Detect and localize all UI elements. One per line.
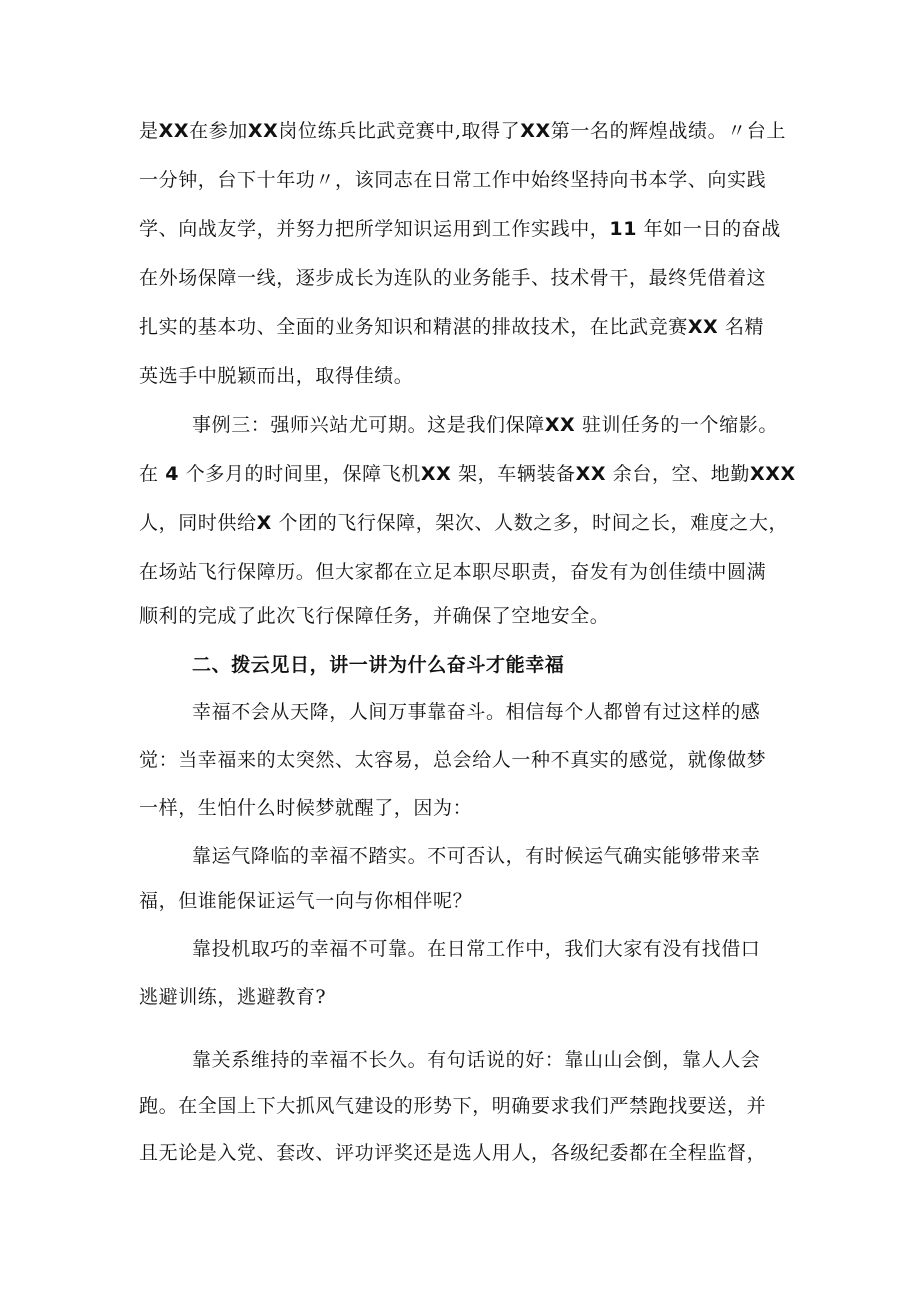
text-line: [139, 114, 799, 148]
text-segment: 靠运气降临的幸福不踏实。不可否认，有时候运气确实能够带来幸: [192, 845, 761, 867]
text-segment: 人，同时供给: [139, 512, 257, 534]
paragraph-start-line: [192, 1043, 852, 1077]
text-segment: 在场站飞行保障历。但大家都在立足本职尽职责，奋发有为创佳绩中圆满: [139, 561, 767, 583]
text-segment: 学、向战友学，并努力把所学知识运用到工作实践中，: [139, 218, 610, 240]
number-value: 11: [609, 218, 638, 240]
text-segment: 跑。在全国上下大抓风气建设的形势下，明确要求我们严禁跑找要送，并: [139, 1095, 767, 1117]
text-segment: 是: [139, 120, 159, 142]
placeholder-code: XX: [247, 120, 279, 142]
text-segment: 在外场保障一线，逐步成长为连队的业务能手、技术骨干，最终凭借着这: [139, 267, 767, 289]
text-segment: 且无论是入党、套改、评功评奖还是选人用人，各级纪委都在全程监督，: [139, 1142, 767, 1164]
text-segment: 余台，空、地勤: [606, 463, 751, 485]
text-line: [139, 791, 799, 825]
text-segment: 觉：当幸福来的太突然、太容易，总会给人一种不真实的感觉，就像做梦: [139, 749, 767, 771]
paragraph-start-line: [192, 408, 852, 442]
paragraph-start-line: [192, 695, 852, 729]
placeholder-code: XX: [158, 120, 190, 142]
placeholder-code: XX: [520, 120, 551, 142]
text-segment: 岗位练兵比武竞赛中,取得了: [278, 120, 521, 142]
text-segment: 逃避训练，逃避教育?: [139, 986, 327, 1008]
text-segment: 第一名的辉煌战绩。〃台上: [550, 120, 786, 142]
text-segment: 架，车辆装备: [451, 463, 576, 485]
text-line: [139, 359, 799, 393]
placeholder-code: XX: [544, 414, 576, 436]
text-segment: 驻训任务的一个缩影。: [575, 414, 778, 436]
paragraph-start-line: [192, 839, 852, 873]
text-segment: 在: [139, 463, 166, 485]
placeholder-code: X: [256, 512, 272, 534]
text-segment: 个团的飞行保障，架次、人数之多，时间之长，难度之大，: [271, 512, 789, 534]
placeholder-code: XXX: [750, 463, 796, 485]
text-segment: 靠关系维持的幸福不长久。有句话说的好：靠山山会倒，靠人人会: [192, 1049, 761, 1071]
text-segment: 靠投机取巧的幸福不可靠。在日常工作中，我们大家有没有找借口: [192, 938, 761, 960]
text-segment: 名精: [718, 316, 765, 338]
placeholder-code: XX: [420, 463, 452, 485]
text-segment: 事例三：强师兴站尤可期。这是我们保障: [192, 414, 545, 436]
text-line: [139, 506, 799, 540]
text-segment: 一分钟，台下十年功〃，该同志在日常工作中始终坚持向书本学、向实践: [139, 169, 767, 191]
text-line: [139, 599, 799, 633]
text-line: [139, 884, 799, 918]
text-segment: 福，但谁能保证运气一向与你相伴呢？: [139, 890, 473, 912]
text-segment: 在参加: [189, 120, 248, 142]
text-segment: 年如一日的奋战: [637, 218, 781, 240]
text-line: [139, 555, 799, 589]
text-line: [139, 212, 799, 246]
text-line: [139, 457, 799, 491]
text-segment: 一样，生怕什么时候梦就醒了，因为：: [139, 797, 473, 819]
number-value: 4: [165, 463, 180, 485]
text-line: [139, 743, 799, 777]
section-heading: [192, 648, 852, 682]
text-line: [139, 1089, 799, 1123]
text-line: [139, 310, 799, 344]
paragraph-start-line: [192, 932, 852, 966]
text-line: [139, 163, 799, 197]
text-line: [139, 1136, 799, 1170]
placeholder-code: XX: [687, 316, 719, 338]
text-segment: 幸福不会从天降，人间万事靠奋斗。相信每个人都曾有过这样的感: [192, 701, 761, 723]
text-segment: 英选手中脱颖而出，取得佳绩。: [139, 365, 414, 387]
text-segment: 扎实的基本功、全面的业务知识和精湛的排故技术，在比武竞赛: [139, 316, 688, 338]
placeholder-code: XX: [575, 463, 607, 485]
text-line: [139, 261, 799, 295]
heading-text: 二、拨云见日，讲一讲为什么奋斗才能幸福: [192, 654, 565, 676]
text-segment: 顺利的完成了此次飞行保障任务，并确保了空地安全。: [139, 605, 610, 627]
text-segment: 个多月的时间里，保障飞机: [179, 463, 421, 485]
text-line: [139, 980, 799, 1014]
